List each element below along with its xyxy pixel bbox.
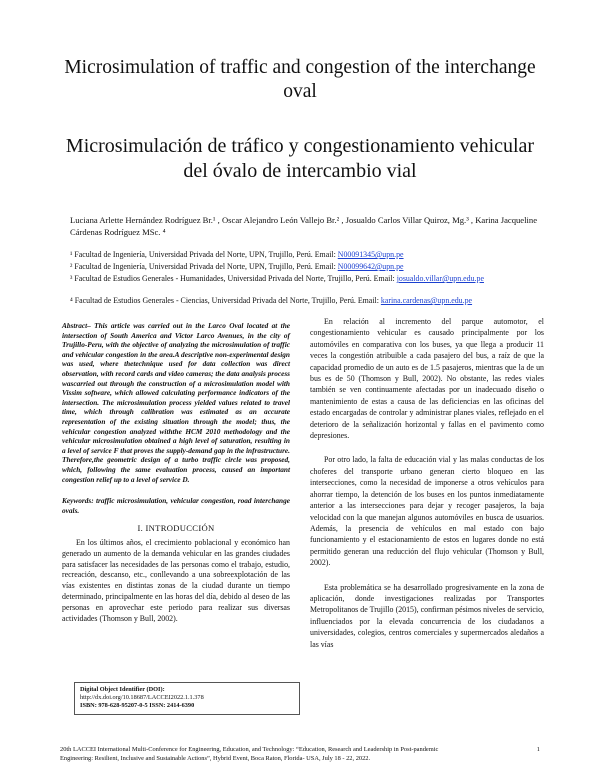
doi-box xyxy=(74,682,300,715)
email-link[interactable]: karina.cardenas@upn.edu.pe xyxy=(380,296,473,305)
isbn-issn: ISBN: 978-628-95207-0-5 ISSN: 2414-6390 xyxy=(80,702,195,710)
affiliation-4 xyxy=(70,296,540,307)
paper-title-spanish: Microsimulación de tráfico y congestionamiento vehicular del óvalo de intercambio vial xyxy=(65,135,535,182)
email-link[interactable]: N00099642@upn.pe xyxy=(337,262,404,271)
email-link[interactable]: N00091345@upn.pe xyxy=(337,250,404,259)
affiliation-3 xyxy=(70,274,540,285)
right-column xyxy=(310,316,544,663)
section-heading-introduction: I. INTRODUCCIÓN xyxy=(137,523,215,534)
left-column xyxy=(62,321,290,624)
body-paragraph-3: Esta problemática se ha desarrollado progresivamente en la zona de aplicación, donde investigaciones realizadas por Transportes Metropolitanos de Trujillo (2015), confirman pésimos niveles de servicio, influenciados por la elevada concurrencia de los ciudadanos a universidades, colegios, centros comerciales y supermercados aledaños a las vías xyxy=(310,582,544,649)
doi-link[interactable]: http://dx.doi.org/10.18687/LACCEI2022.1.1.378 xyxy=(80,694,204,702)
page-number: 1 xyxy=(536,746,540,753)
body-paragraph-1: En relación al incremento del parque automotor, el congestionamiento vehicular es causado principalmente por los automóviles en comparativa con los buses, ya que llega a producir 11 veces la congestión atribuible a cada pasajero del bus, a raíz de que la capacidad promedio de un auto es de 1.5 pasajeros, mientras que la de un bus es de 50 (Thomson y Bull, 2002). No obstante, las redes viales también se ven continuamente afectadas por un inadecuado diseño o mantenimiento de estas a causa de las deficiencias en las oficinas del estado encargadas de controlar y administrar planes viales, reflejado en el deterioro de la señalización horizontal y fallas en el pavimento como depresiones. xyxy=(310,317,544,441)
affiliation-text: ² Facultad de Ingeniería, Universidad Privada del Norte, UPN, Trujillo, Perú. Email: xyxy=(70,262,338,271)
email-link[interactable]: josualdo.villar@upn.edu.pe xyxy=(396,274,484,283)
abstract: Abstract– This article was carried out in the Larco Oval located at the intersection of South America and Victor Larco Avenues, in the city of Trujillo-Peru, with the objective of analyzing the microsimulation of traffic and vehicular congestion in the area.A descriptive non-experimental design was used, where thetechnique used for data collection was direct observation, with record cards and video cameras; the data analysis process wascarried out through the construction of a microsimulation model with Vissim software, which allowed calculating performance indicators of the intersection. The microsimulation process yielded values related to travel time, which through calibration was estimated as an accurate representation of the existing situation through the model; thus, the vehicular congestion analyzed withthe HCM 2010 methodology and the vehicular microsimulation obtained a high level of saturation, resulting in a level of service F that proves the supply-demand gap in the infrastructure. Therefore,the geometric design of a turbo traffic circle was proposed, which, following the same evaluation process, caused an important congestion relief up to a level of service D. xyxy=(62,321,290,484)
affiliation-text: ³ Facultad de Estudios Generales - Humanidades, Universidad Privada del Norte, Trujillo, Perú. Email: xyxy=(70,274,397,283)
affiliation-1 xyxy=(70,250,540,261)
footer-line-2: Engineering: Resilient, Inclusive and Sustainable Actions”, Hybrid Event, Boca Raton, Florida- USA, July 18 - 22, 2022. xyxy=(60,754,371,762)
body-paragraph-2: Por otro lado, la falta de educación vial y las malas conductas de los choferes del transporte urbano generan cierto bloqueo en las intersecciones, como la necesidad de imponerse a otros vehículos para ahorrar tiempo, la detención de los buses en los puntos inmediatamente anterior a las intersecciones para dejar y recoger pasajeros, la baja velocidad con la que manejan algunos automóviles en busca de usuarios. Además, la presencia de vehículos en mal estado con bajo funcionamiento y el estacionamiento de estos en lugares donde no está permitido generan una reducción del flujo vehicular (Thomson y Bull, 2002). xyxy=(310,455,544,568)
footer-line-1: 20th LACCEI International Multi-Conference for Engineering, Education, and Technology: “Education, Research and Leadership in Post-pandemic xyxy=(60,746,439,753)
page-footer xyxy=(60,746,540,763)
affiliation-text: ¹ Facultad de Ingeniería, Universidad Privada del Norte, UPN, Trujillo, Perú. Email: xyxy=(70,250,338,259)
affiliation-text: ⁴ Facultad de Estudios Generales - Ciencias, Universidad Privada del Norte, Trujillo, Perú. Email: xyxy=(70,296,381,305)
paper-title-english: Microsimulation of traffic and congestion of the interchange oval xyxy=(64,57,536,102)
keywords: Keywords: traffic microsimulation, vehicular congestion, road interchange ovals. xyxy=(62,496,290,515)
intro-paragraph: En los últimos años, el crecimiento poblacional y económico han generado un aumento de la demanda vehicular en las grandes ciudades para satisfacer las necesidades de las personas como el trabajo, estudio, recreación, descanso, etc., conllevando a una sobreexplotación de las vías existentes en distintas zonas de la ciudad durante un tiempo determinado, principalmente en las horas del día, debido al deseo de las personas en aprovechar este periodo para realizar sus diversas actividades (Thomson y Bull, 2002). xyxy=(62,538,290,623)
author-list: Luciana Arlette Hernández Rodríguez Br.¹ , Oscar Alejandro León Vallejo Br.² , Josualdo Carlos Villar Quiroz, Mg.³ , Karina Jacqueline Cárdenas Rodríguez MSc. ⁴ xyxy=(70,215,538,237)
affiliation-2 xyxy=(70,262,540,273)
doi-label: Digital Object Identifier (DOI): xyxy=(80,686,165,693)
